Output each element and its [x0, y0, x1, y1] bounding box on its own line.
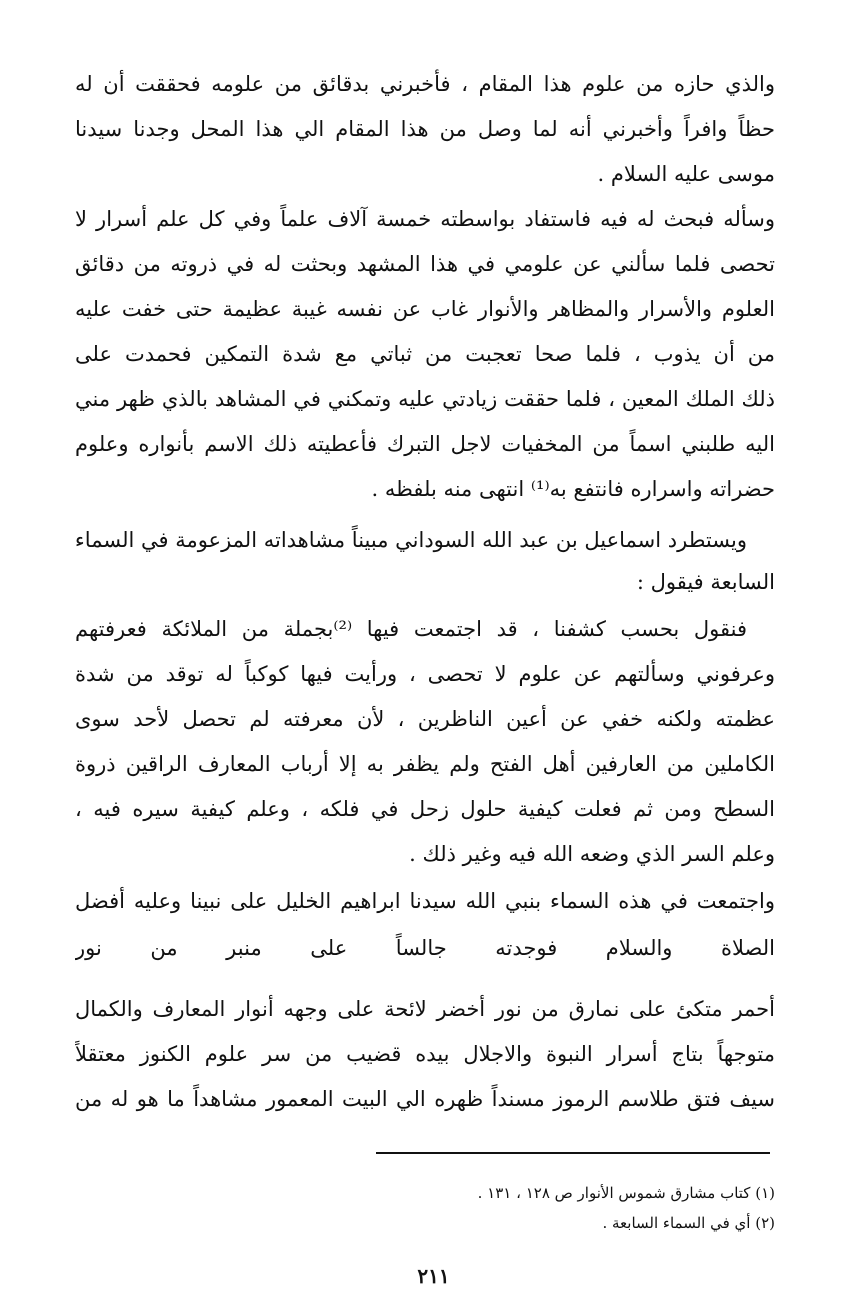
page-number: ٢١١ — [417, 1264, 450, 1288]
text-line: حضراته واسراره فانتفع به⁽¹⁾ انتهى منه بلفظه . — [371, 477, 775, 501]
text-line: تحصى فلما سألني عن علومي في هذا المشهد وبحثت له في ذروته من دقائق — [75, 252, 775, 276]
text-line: سيف فتق طلاسم الرموز مسنداً ظهره الي البيت المعمور مشاهداً ما هو له من — [75, 1087, 775, 1111]
text-line: وسأله فبحث له فيه فاستفاد بواسطته خمسة آلاف علماً وفي كل علم أسرار لا — [75, 207, 775, 231]
text-line: العلوم والأسرار والمظاهر والأنوار غاب عن نفسه غيبة عظيمة حتى خفت عليه — [75, 297, 775, 321]
text-line: الصلاة والسلام فوجدته جالساً على منبر من نور — [75, 936, 775, 960]
text-line: وعرفوني وسألتهم عن علوم لا تحصى ، ورأيت فيها كوكباً له توقد من شدة — [75, 662, 775, 686]
footnote: (٢) أي في السماء السابعة . — [602, 1214, 775, 1232]
text-line: والذي حازه من علوم هذا المقام ، فأخبرني بدقائق من علومه فحققت أن له — [75, 72, 775, 96]
text-line: ويستطرد اسماعيل بن عبد الله السوداني مبيناً مشاهداته المزعومة في السماء — [75, 528, 747, 552]
text-line: موسى عليه السلام . — [597, 162, 775, 186]
text-line: الكاملين من العارفين أهل الفتح ولم يظفر به إلا أرباب المعارف الراقين ذروة — [75, 752, 775, 776]
footnote: (١) كتاب مشارق شموس الأنوار ص ١٢٨ ، ١٣١ . — [477, 1184, 775, 1202]
text-line: فنقول بحسب كشفنا ، قد اجتمعت فيها ⁽²⁾بجملة من الملائكة فعرفتهم — [75, 617, 747, 641]
footnote-divider — [376, 1152, 770, 1154]
text-line: من أن يذوب ، فلما صحا تعجبت من ثباتي مع شدة التمكين فحمدت على — [75, 342, 775, 366]
text-line: وعلم السر الذي وضعه الله فيه وغير ذلك . — [409, 842, 775, 866]
text-line: عظمته ولكنه خفي عن أعين الناظرين ، لأن معرفته لم تحصل لأحد سوى — [75, 707, 775, 731]
text-line: اليه طلبني اسماً من المخفيات لاجل التبرك فأعطيته ذلك الاسم بأنواره وعلوم — [75, 432, 775, 456]
text-line: السطح ومن ثم فعلت كيفية حلول زحل في فلكه ، وعلم كيفية سيره فيه ، — [75, 797, 775, 821]
text-line: السابعة فيقول : — [636, 570, 775, 594]
text-line: متوجهاً بتاج أسرار النبوة والاجلال بيده قضيب من سر علوم الكنوز معتقلاً — [75, 1042, 775, 1066]
text-line: أحمر متكئ على نمارق من نور أخضر لائحة على وجهه أنوار المعارف والكمال — [75, 997, 775, 1021]
text-line: حظاً وافراً وأخبرني أنه لما وصل من هذا المقام الي هذا المحل وجدنا سيدنا — [75, 117, 775, 141]
text-line: واجتمعت في هذه السماء بنبي الله سيدنا ابراهيم الخليل على نبينا وعليه أفضل — [75, 889, 775, 913]
text-line: ذلك الملك المعين ، فلما حققت زيادتي عليه وتمكني في المشاهد بالذي ظهر مني — [75, 387, 775, 411]
